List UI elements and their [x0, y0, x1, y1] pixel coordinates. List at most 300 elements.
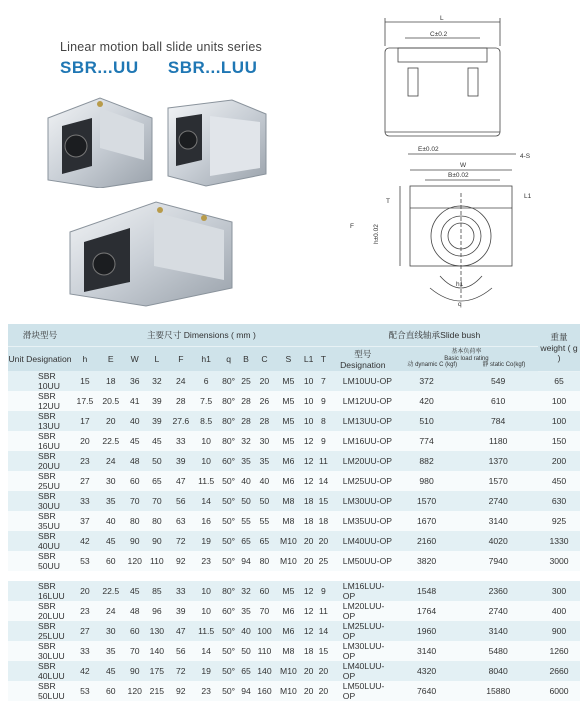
table-cell: 1960: [395, 621, 459, 641]
table-cell: 28: [239, 391, 254, 411]
table-cell: M10: [276, 551, 302, 571]
table-cell: M6: [276, 471, 302, 491]
table-cell: 1548: [395, 581, 459, 601]
table-cell: M10: [276, 531, 302, 551]
table-cell: 90: [124, 531, 146, 551]
table-row: [8, 581, 580, 601]
table-cell: 1180: [458, 431, 538, 451]
table-cell: 53: [72, 551, 98, 571]
dynamic-label: 动 dynamic C (kgf): [407, 362, 458, 369]
table-cell: 60: [253, 581, 275, 601]
dim-h1: h1: [456, 281, 464, 288]
table-cell: 80°: [219, 391, 239, 411]
table-cell: 2360: [458, 581, 538, 601]
table-cell: 65: [239, 661, 254, 681]
table-cell: 35: [98, 491, 124, 511]
table-cell: 80: [124, 511, 146, 531]
table-cell: LM10UU-OP: [331, 371, 395, 391]
table-cell: 4320: [395, 661, 459, 681]
col-C: C: [253, 347, 275, 372]
table-cell: 90: [146, 531, 168, 551]
table-cell: 50°: [219, 491, 239, 511]
table-cell: 94: [239, 681, 254, 701]
table-cell: 50: [239, 491, 254, 511]
table-body-uu: [8, 371, 580, 571]
table-row: [8, 601, 580, 621]
table-cell: LM25LUU-OP: [331, 621, 395, 641]
table-cell: 45: [124, 581, 146, 601]
table-cell: 300: [538, 581, 580, 601]
table-cell: LM40UU-OP: [331, 531, 395, 551]
table-cell: M5: [276, 411, 302, 431]
col-T: T: [316, 347, 331, 372]
table-cell: 12: [301, 431, 316, 451]
col-bush-designation: 型号 Designation: [331, 347, 395, 372]
table-cell: 15: [72, 371, 98, 391]
table-cell: 215: [146, 681, 168, 701]
table-cell: 20: [301, 531, 316, 551]
table-cell: M8: [276, 511, 302, 531]
table-cell: 40: [124, 411, 146, 431]
table-cell: 50: [239, 641, 254, 661]
table-cell: 120: [124, 681, 146, 701]
dim-L: L: [440, 15, 444, 22]
load-rating-en: Basic load rating: [444, 355, 489, 362]
table-row: [8, 531, 580, 551]
table-cell: 23: [72, 451, 98, 471]
table-cell: 92: [168, 681, 194, 701]
table-cell: 18: [98, 371, 124, 391]
dim-F: F: [350, 223, 354, 230]
table-cell: 925: [538, 511, 580, 531]
table-row: [8, 491, 580, 511]
table-cell: 11: [316, 451, 331, 471]
table-cell: 50°: [219, 471, 239, 491]
table-cell: M10: [276, 661, 302, 681]
table-cell: 60: [124, 471, 146, 491]
table-cell: 882: [395, 451, 459, 471]
table-cell: SBR 30UU: [8, 491, 72, 511]
table-cell: 70: [146, 491, 168, 511]
table-cell: 5480: [458, 641, 538, 661]
table-cell: LM50UU-OP: [331, 551, 395, 571]
table-cell: 60: [98, 551, 124, 571]
table-cell: 400: [538, 601, 580, 621]
table-cell: 12: [301, 451, 316, 471]
col-W: W: [124, 347, 146, 372]
series-title: Linear motion ball slide units series: [60, 40, 262, 54]
table-cell: 18: [301, 641, 316, 661]
col-S: S: [276, 347, 302, 372]
table-cell: 549: [458, 371, 538, 391]
table-cell: 70: [124, 491, 146, 511]
table-cell: 35: [253, 451, 275, 471]
spec-table: [8, 324, 580, 701]
table-cell: 20: [72, 431, 98, 451]
table-cell: 85: [146, 581, 168, 601]
table-cell: 610: [458, 391, 538, 411]
table-cell: 50: [253, 491, 275, 511]
table-cell: 420: [395, 391, 459, 411]
table-cell: 48: [124, 451, 146, 471]
table-cell: 45: [124, 431, 146, 451]
table-cell: 20: [98, 411, 124, 431]
table-cell: 45: [146, 431, 168, 451]
dim-T: T: [386, 198, 390, 205]
technical-drawings: [340, 8, 540, 308]
table-body-luu: [8, 581, 580, 701]
table-cell: 53: [72, 681, 98, 701]
table-cell: 24: [168, 371, 194, 391]
table-cell: 39: [146, 391, 168, 411]
table-cell: 20: [301, 681, 316, 701]
col-load-rating: [395, 347, 538, 372]
table-cell: 56: [168, 491, 194, 511]
table-cell: 6000: [538, 681, 580, 701]
table-cell: SBR 25UU: [8, 471, 72, 491]
table-cell: 63: [168, 511, 194, 531]
col-E: E: [98, 347, 124, 372]
table-cell: 33: [72, 641, 98, 661]
table-cell: M8: [276, 641, 302, 661]
model-names: [60, 58, 281, 78]
table-cell: 1670: [395, 511, 459, 531]
dim-W: W: [460, 162, 467, 169]
table-row: [8, 411, 580, 431]
col-slide-bush: 配合直线轴承Slide bush: [331, 324, 538, 347]
table-cell: 20: [253, 371, 275, 391]
table-cell: LM16LUU-OP: [331, 581, 395, 601]
table-cell: SBR 16UU: [8, 431, 72, 451]
table-cell: 15: [316, 641, 331, 661]
table-cell: 30: [253, 431, 275, 451]
table-cell: 17: [72, 411, 98, 431]
table-cell: LM30LUU-OP: [331, 641, 395, 661]
table-cell: 1570: [458, 471, 538, 491]
table-cell: 630: [538, 491, 580, 511]
col-weight: 重量 weight ( g ): [538, 324, 580, 371]
col-L1: L1: [301, 347, 316, 372]
table-cell: SBR 50LUU: [8, 681, 72, 701]
table-cell: 8040: [458, 661, 538, 681]
table-cell: 14: [194, 491, 219, 511]
table-cell: 9: [316, 581, 331, 601]
table-cell: 56: [168, 641, 194, 661]
table-cell: 32: [239, 431, 254, 451]
product-photo-luu: [64, 196, 238, 308]
table-cell: 30: [98, 471, 124, 491]
table-cell: 24: [98, 601, 124, 621]
table-cell: 1764: [395, 601, 459, 621]
table-cell: 60°: [219, 601, 239, 621]
table-cell: 18: [301, 511, 316, 531]
table-cell: 60°: [219, 451, 239, 471]
table-cell: 96: [146, 601, 168, 621]
col-F: F: [168, 347, 194, 372]
table-cell: 2740: [458, 601, 538, 621]
table-cell: 80°: [219, 371, 239, 391]
table-cell: SBR 40LUU: [8, 661, 72, 681]
table-cell: LM16UU-OP: [331, 431, 395, 451]
table-cell: 47: [168, 471, 194, 491]
col-dimensions: 主要尺寸 Dimensions ( mm ): [72, 324, 331, 347]
table-row: [8, 641, 580, 661]
table-cell: 60: [124, 621, 146, 641]
dim-B: B±0.02: [448, 172, 469, 179]
table-cell: 110: [253, 641, 275, 661]
table-cell: 510: [395, 411, 459, 431]
table-cell: 80: [253, 551, 275, 571]
table-cell: 50°: [219, 531, 239, 551]
model-uu: SBR...UU: [60, 58, 139, 77]
table-cell: 140: [253, 661, 275, 681]
table-cell: M6: [276, 601, 302, 621]
table-cell: 18: [316, 511, 331, 531]
table-row: [8, 621, 580, 641]
table-cell: 37: [72, 511, 98, 531]
table-cell: 33: [168, 431, 194, 451]
table-cell: 900: [538, 621, 580, 641]
table-cell: 23: [72, 601, 98, 621]
table-row: [8, 511, 580, 531]
table-cell: 11.5: [194, 621, 219, 641]
table-cell: LM30UU-OP: [331, 491, 395, 511]
table-cell: 1260: [538, 641, 580, 661]
table-cell: 50°: [219, 661, 239, 681]
table-cell: 3140: [458, 621, 538, 641]
table-cell: 150: [538, 431, 580, 451]
table-cell: 94: [239, 551, 254, 571]
table-cell: SBR 10UU: [8, 371, 72, 391]
table-cell: 42: [72, 661, 98, 681]
table-cell: 7940: [458, 551, 538, 571]
table-cell: 33: [168, 581, 194, 601]
table-cell: 20: [301, 551, 316, 571]
table-cell: 48: [124, 601, 146, 621]
table-cell: 14: [316, 621, 331, 641]
table-cell: 372: [395, 371, 459, 391]
table-cell: 60: [98, 681, 124, 701]
table-cell: 39: [146, 411, 168, 431]
table-cell: M5: [276, 391, 302, 411]
table-cell: 450: [538, 471, 580, 491]
table-cell: 120: [124, 551, 146, 571]
table-cell: 65: [146, 471, 168, 491]
col-designation-cn: 滑块型号: [8, 324, 72, 347]
table-cell: 12: [301, 601, 316, 621]
table-cell: 6: [194, 371, 219, 391]
table-cell: 80°: [219, 431, 239, 451]
table-cell: 80°: [219, 411, 239, 431]
table-cell: 11.5: [194, 471, 219, 491]
table-cell: 70: [253, 601, 275, 621]
load-rating-cn: 基本负荷率: [451, 349, 482, 356]
table-cell: 10: [301, 411, 316, 431]
table-cell: 10: [194, 581, 219, 601]
table-cell: 32: [146, 371, 168, 391]
table-cell: SBR 13UU: [8, 411, 72, 431]
table-cell: 1330: [538, 531, 580, 551]
table-cell: 100: [538, 391, 580, 411]
table-cell: 20: [316, 531, 331, 551]
table-cell: LM20UU-OP: [331, 451, 395, 471]
table-row: [8, 681, 580, 701]
table-cell: SBR 50UU: [8, 551, 72, 571]
table-cell: 10: [194, 451, 219, 471]
table-cell: LM12UU-OP: [331, 391, 395, 411]
table-cell: 30: [98, 621, 124, 641]
table-cell: 7: [316, 371, 331, 391]
table-cell: 28: [239, 411, 254, 431]
table-cell: 11: [316, 601, 331, 621]
col-B: B: [239, 347, 254, 372]
table-cell: 72: [168, 531, 194, 551]
table-cell: 15880: [458, 681, 538, 701]
table-cell: 4020: [458, 531, 538, 551]
table-cell: 22.5: [98, 581, 124, 601]
table-cell: 28: [168, 391, 194, 411]
table-cell: 50°: [219, 681, 239, 701]
table-cell: 175: [146, 661, 168, 681]
table-cell: LM50LUU-OP: [331, 681, 395, 701]
table-cell: 80°: [219, 581, 239, 601]
table-cell: 90: [124, 661, 146, 681]
table-cell: 3140: [458, 511, 538, 531]
table-cell: 100: [253, 621, 275, 641]
col-q: q: [219, 347, 239, 372]
table-cell: 50°: [219, 621, 239, 641]
dim-E: E±0.02: [418, 146, 439, 153]
table-cell: 7.5: [194, 391, 219, 411]
table-cell: 35: [239, 601, 254, 621]
table-row: [8, 451, 580, 471]
table-cell: 42: [72, 531, 98, 551]
table-cell: 200: [538, 451, 580, 471]
table-cell: 22.5: [98, 431, 124, 451]
table-cell: 35: [98, 641, 124, 661]
table-cell: LM20LUU-OP: [331, 601, 395, 621]
table-cell: 70: [124, 641, 146, 661]
table-cell: 35: [239, 451, 254, 471]
table-cell: 32: [239, 581, 254, 601]
table-cell: 36: [124, 371, 146, 391]
table-cell: 19: [194, 661, 219, 681]
col-h: h: [72, 347, 98, 372]
table-cell: 774: [395, 431, 459, 451]
table-cell: 110: [146, 551, 168, 571]
table-cell: 3140: [395, 641, 459, 661]
table-cell: 27: [72, 621, 98, 641]
table-cell: 2160: [395, 531, 459, 551]
table-cell: 20: [72, 581, 98, 601]
product-photo-uu-side: [162, 96, 272, 188]
table-cell: 72: [168, 661, 194, 681]
table-cell: SBR 25LUU: [8, 621, 72, 641]
table-cell: 33: [72, 491, 98, 511]
table-cell: 784: [458, 411, 538, 431]
table-cell: M6: [276, 621, 302, 641]
table-row: [8, 431, 580, 451]
table-cell: 8.5: [194, 411, 219, 431]
table-cell: 140: [146, 641, 168, 661]
table-cell: SBR 12UU: [8, 391, 72, 411]
table-cell: 1370: [458, 451, 538, 471]
col-h1: h1: [194, 347, 219, 372]
table-cell: 40: [239, 471, 254, 491]
table-cell: 20: [316, 661, 331, 681]
table-cell: 3000: [538, 551, 580, 571]
table-cell: M5: [276, 431, 302, 451]
table-cell: 27.6: [168, 411, 194, 431]
table-cell: 10: [301, 371, 316, 391]
table-cell: 12: [301, 471, 316, 491]
table-cell: 10: [301, 391, 316, 411]
table-cell: 18: [301, 491, 316, 511]
table-row: [8, 391, 580, 411]
table-cell: 45: [98, 661, 124, 681]
dim-L1: L1: [524, 193, 532, 200]
table-cell: SBR 35UU: [8, 511, 72, 531]
table-cell: 50°: [219, 511, 239, 531]
table-cell: 65: [538, 371, 580, 391]
table-cell: 40: [239, 621, 254, 641]
table-cell: 19: [194, 531, 219, 551]
table-cell: 39: [168, 451, 194, 471]
table-cell: 50°: [219, 551, 239, 571]
table-cell: 80: [146, 511, 168, 531]
table-cell: M8: [276, 491, 302, 511]
table-cell: 100: [538, 411, 580, 431]
table-cell: SBR 20UU: [8, 451, 72, 471]
table-cell: 47: [168, 621, 194, 641]
table-cell: 45: [98, 531, 124, 551]
table-cell: 24: [98, 451, 124, 471]
table-cell: 9: [316, 431, 331, 451]
table-cell: LM25UU-OP: [331, 471, 395, 491]
table-cell: 14: [316, 471, 331, 491]
table-cell: 15: [316, 491, 331, 511]
col-L: L: [146, 347, 168, 372]
table-row: [8, 551, 580, 571]
table-cell: 8: [316, 411, 331, 431]
table-cell: 39: [168, 601, 194, 621]
table-cell: 980: [395, 471, 459, 491]
dim-C: C±0.2: [430, 31, 448, 38]
table-cell: 41: [124, 391, 146, 411]
table-cell: 50°: [219, 641, 239, 661]
table-cell: SBR 20LUU: [8, 601, 72, 621]
table-cell: 130: [146, 621, 168, 641]
model-luu: SBR...LUU: [167, 58, 258, 77]
table-cell: 25: [239, 371, 254, 391]
table-row: [8, 471, 580, 491]
table-cell: 50: [146, 451, 168, 471]
header: [60, 40, 281, 78]
table-cell: SBR 16LUU: [8, 581, 72, 601]
table-cell: SBR 40UU: [8, 531, 72, 551]
table-cell: 28: [253, 411, 275, 431]
table-cell: 27: [72, 471, 98, 491]
table-cell: 20.5: [98, 391, 124, 411]
table-cell: M10: [276, 681, 302, 701]
col-designation-en: Unit Designation: [8, 347, 72, 372]
table-cell: 20: [301, 661, 316, 681]
table-cell: 23: [194, 681, 219, 701]
table-cell: 2740: [458, 491, 538, 511]
table-cell: 55: [253, 511, 275, 531]
product-photo-uu-front: [40, 88, 158, 188]
table-cell: 20: [316, 681, 331, 701]
